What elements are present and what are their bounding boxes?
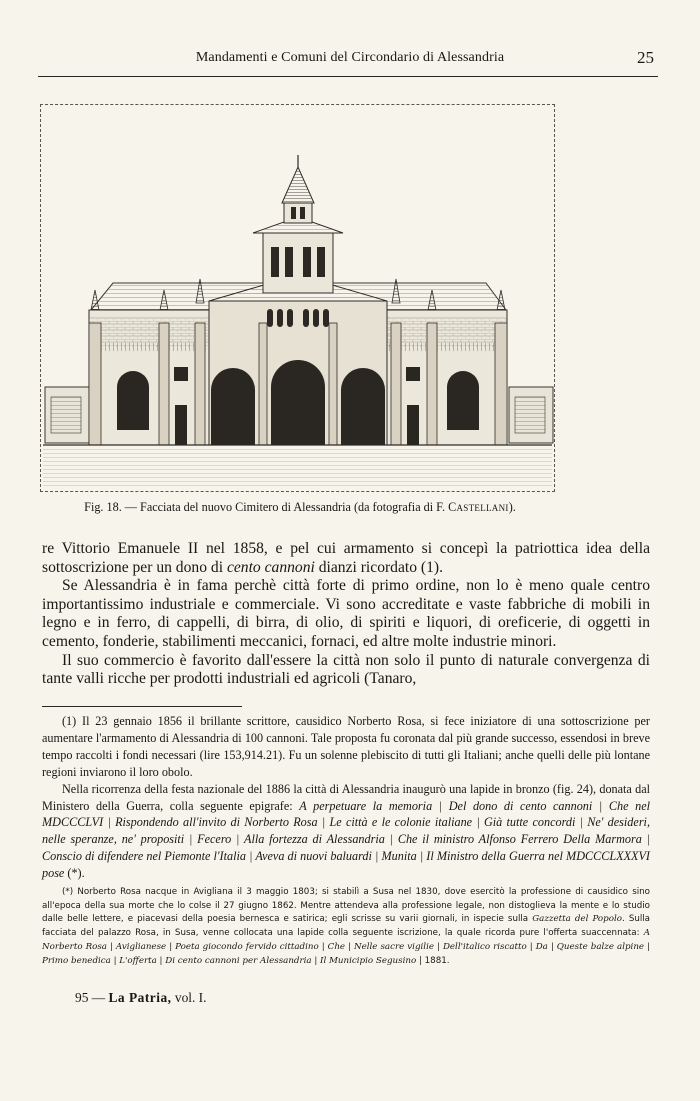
signature-brand: La Patria, (108, 990, 172, 1005)
running-title: Mandamenti e Comuni del Circondario di Alessandria (195, 50, 505, 65)
footnote-2-intro: Nella ricorrenza della festa nazionale del 1886 la città di Alessandria inaugurò una lapide in bronzo (fig. 24), donata dal Ministero della Guerra, colla seguente epigrafe: (42, 781, 650, 813)
printer-signature (75, 990, 207, 1006)
paragraph-1-run: re Vittorio Emanuele II nel 1858, e pel cui armamento si concepì la patriottica idea della sottoscrizione per un dono di (42, 540, 650, 576)
caption-tail: ). (508, 500, 516, 514)
page-header (40, 50, 660, 72)
figure-caption (40, 500, 560, 515)
sub-footnote-text (42, 886, 650, 968)
caption-name: Castellani (448, 500, 509, 514)
sub-footnote-run: Gazzetta del Popolo (532, 914, 622, 925)
sub-footnote-run: A Norberto Rosa | Aviglianese | Poeta giocondo fervido cittadino | Che | Nelle sacre vigilie | Dell'italico riscatto | Da | Queste balze alpine | Primo benedica | L'offerta | Di cento cannoni per Alessandria | Il Municipio Segusino (42, 928, 650, 966)
sub-footnote-run: (*) Norberto Rosa nacque in Avigliana il 3 maggio 1803; si stabilì a Susa nel 1830, dove esercitò la professione di causidico sino all'epoca della sua morte che lo colse il 27 giugno 1862. Mentre attendeva alla professione legale, non distoglieva la mente e lo studio dalle belle lettere, e piacevasi della poesia bernesca e satirica; egli scrisse su varii giornali, in ispecie sulla (42, 887, 650, 925)
paragraph-3: Il suo commercio è favorito dall'essere la città non solo il punto di naturale convergenza di tante valli ricche per prodotti industriali ed agricoli (Tanaro, (42, 651, 650, 688)
sub-footnote-run: . Sulla facciata del palazzo Rosa, in Susa, venne collocata una lapide colla seguente iscrizione, la quale ricorda pure l'offerta suaccennata: (42, 914, 650, 939)
footnote-2 (42, 781, 650, 882)
cemetery-facade-engraving (41, 105, 554, 491)
header-rule (38, 76, 658, 77)
footnote-rule (42, 706, 242, 707)
signature-volume: vol. I. (174, 990, 207, 1005)
figure-frame (40, 104, 555, 492)
footnote-2-epigraph: A perpetuare la memoria | Del dono di cento cannoni | Che nel MDCCCLVI | Rispondendo all'invito di Norberto Rosa | Le città e le colonie italiane | Già tutte concordi | Ne' desideri, nelle speranze, ne' propositi | Fecero | Alla fortezza di Alessandria | Che il ministro Alfonso Ferrero Della Marmora | Conscio di difendere nel Piemonte l'Italia | Aveva di nuovi baluardi | Munita | Il Ministro della Guerra nel MDCCCLXXXVI pose (42, 798, 650, 881)
paragraph-1-run: dianzi ricordato (1). (314, 558, 444, 576)
paragraph-2: Se Alessandria è in fama perchè città forte di primo ordine, non lo è meno quale centro importantissimo industriale e commerciale. Vi sono accreditate e vaste fabbriche di mobili in legno e in ferro, di cappelli, di birra, di olio, di spiriti e liquori, di oreficerie, di oggetti in cemento, fonderie, stabilimenti meccanici, fornaci, ed altre molte industrie minori. (42, 577, 650, 650)
paragraph-1 (42, 540, 650, 577)
footnotes (42, 713, 650, 882)
signature-sheet: 95 — (75, 990, 106, 1005)
footnote-1: (1) Il 23 gennaio 1856 il brillante scrittore, causidico Norberto Rosa, si fece iniziatore di una sottoscrizione per aumentare l'armamento di Alessandria di 100 cannoni. Tale proposta fu coronata dal più grande successo, essendosi in breve tempo raccolti i fondi necessari (lire 153,914.21). Fu un solenne plebiscito di tutti gli Italiani; anche quelli delle più lontane regioni inviarono il loro obolo. (42, 714, 650, 779)
sub-footnote (42, 886, 650, 968)
paragraph-1-run: cento cannoni (226, 558, 315, 576)
body-text (42, 540, 650, 689)
page-number: 25 (637, 48, 654, 67)
caption-lead: Fig. 18. — Facciata del nuovo Cimitero di Alessandria (da fotografia di F. (84, 500, 449, 514)
sub-footnote-run: | 1881. (416, 955, 450, 966)
footnote-2-tail: (*). (64, 866, 85, 881)
